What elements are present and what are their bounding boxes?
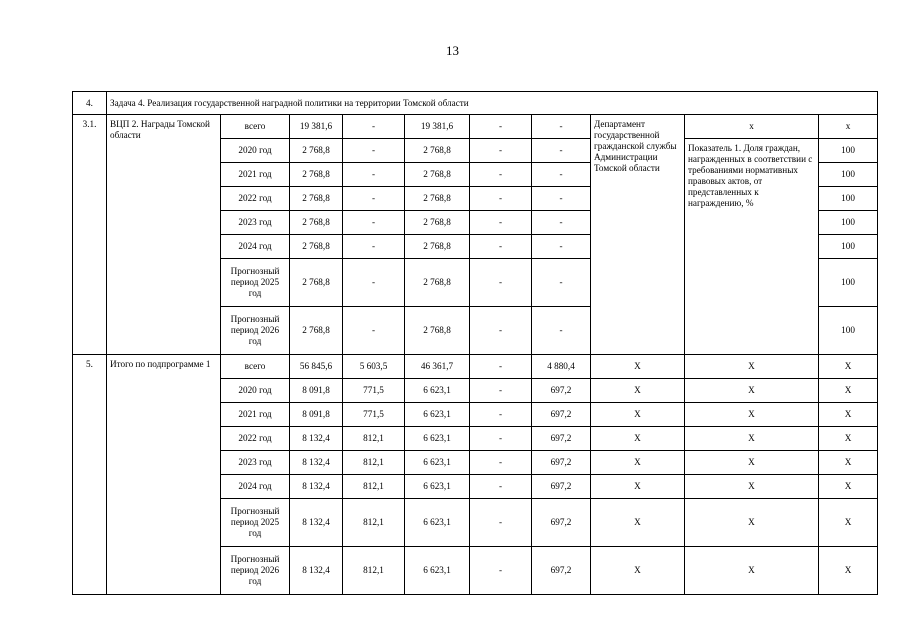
table-row [73, 115, 878, 139]
period-cell: 2022 год [221, 427, 290, 451]
other-sources-cell: - [532, 235, 591, 259]
regional-budget-cell: 2 768,8 [405, 187, 470, 211]
executor-cell: Х [591, 451, 685, 475]
program-name: ВЦП 2. Награды Томской области [107, 115, 221, 355]
other-sources-cell: - [532, 139, 591, 163]
federal-budget-cell: - [343, 139, 405, 163]
other-sources-cell: 697,2 [532, 499, 591, 547]
period-cell: Прогнозный период 2026 год [221, 547, 290, 595]
total-cell: 19 381,6 [290, 115, 343, 139]
indicator-cell: Х [685, 379, 819, 403]
regional-budget-cell: 6 623,1 [405, 475, 470, 499]
federal-budget-cell: 812,1 [343, 499, 405, 547]
regional-budget-cell: 6 623,1 [405, 547, 470, 595]
total-cell: 8 091,8 [290, 379, 343, 403]
executor-cell: Х [591, 427, 685, 451]
indicator-value: Х [819, 427, 878, 451]
federal-budget-cell: - [343, 235, 405, 259]
federal-budget-cell: 5 603,5 [343, 355, 405, 379]
period-cell: Прогнозный период 2025 год [221, 499, 290, 547]
federal-budget-cell: 812,1 [343, 451, 405, 475]
indicator-value: 100 [819, 235, 878, 259]
total-cell: 8 091,8 [290, 403, 343, 427]
total-cell: 56 845,6 [290, 355, 343, 379]
federal-budget-cell: - [343, 307, 405, 355]
total-cell: 2 768,8 [290, 235, 343, 259]
indicator-value: 100 [819, 139, 878, 163]
total-cell: 8 132,4 [290, 427, 343, 451]
executor-cell: Х [591, 499, 685, 547]
regional-budget-cell: 2 768,8 [405, 259, 470, 307]
indicator-cell: Х [685, 355, 819, 379]
total-cell: 2 768,8 [290, 211, 343, 235]
task-number: 4. [73, 92, 107, 115]
total-cell: 2 768,8 [290, 259, 343, 307]
local-budget-cell: - [470, 427, 532, 451]
local-budget-cell: - [470, 475, 532, 499]
federal-budget-cell: 771,5 [343, 379, 405, 403]
period-cell: 2024 год [221, 475, 290, 499]
indicator-cell: Х [685, 475, 819, 499]
other-sources-cell: 697,2 [532, 475, 591, 499]
indicator-value: 100 [819, 211, 878, 235]
regional-budget-cell: 6 623,1 [405, 451, 470, 475]
period-cell: 2021 год [221, 163, 290, 187]
total-cell: 2 768,8 [290, 163, 343, 187]
indicator-value: Х [819, 403, 878, 427]
regional-budget-cell: 2 768,8 [405, 235, 470, 259]
task-title: Задача 4. Реализация государственной наградной политики на территории Томской области [107, 92, 878, 115]
indicator-value: Х [819, 355, 878, 379]
other-sources-cell: - [532, 187, 591, 211]
period-cell: 2021 год [221, 403, 290, 427]
executor-cell: Х [591, 403, 685, 427]
indicator-value: Х [819, 379, 878, 403]
period-cell: Прогнозный период 2026 год [221, 307, 290, 355]
table-row [73, 355, 878, 379]
executor-cell: Х [591, 475, 685, 499]
other-sources-cell: - [532, 163, 591, 187]
total-cell: 2 768,8 [290, 187, 343, 211]
regional-budget-cell: 2 768,8 [405, 139, 470, 163]
executor-cell: Х [591, 379, 685, 403]
regional-budget-cell: 2 768,8 [405, 307, 470, 355]
indicator-value: Х [819, 475, 878, 499]
financing-table [72, 91, 878, 595]
federal-budget-cell: 812,1 [343, 547, 405, 595]
indicator-cell: Х [685, 427, 819, 451]
federal-budget-cell: - [343, 187, 405, 211]
period-cell: 2023 год [221, 451, 290, 475]
local-budget-cell: - [470, 451, 532, 475]
regional-budget-cell: 6 623,1 [405, 403, 470, 427]
federal-budget-cell: - [343, 115, 405, 139]
other-sources-cell: 697,2 [532, 427, 591, 451]
period-cell: 2022 год [221, 187, 290, 211]
other-sources-cell: 697,2 [532, 451, 591, 475]
total-cell: 8 132,4 [290, 499, 343, 547]
period-cell: Прогнозный период 2025 год [221, 259, 290, 307]
executor-cell: Департамент государственной гражданской службы Администрации Томской области [591, 115, 685, 355]
indicator-value: 100 [819, 163, 878, 187]
period-cell: всего [221, 355, 290, 379]
total-cell: 2 768,8 [290, 307, 343, 355]
other-sources-cell: - [532, 307, 591, 355]
regional-budget-cell: 6 623,1 [405, 427, 470, 451]
indicator-value: Х [819, 547, 878, 595]
local-budget-cell: - [470, 235, 532, 259]
indicator-cell: Показатель 1. Доля граждан, награжденных в соответствии с требованиями нормативных правовых актов, от представленных к награждению, % [685, 139, 819, 355]
other-sources-cell: - [532, 115, 591, 139]
indicator-value: 100 [819, 187, 878, 211]
total-cell: 2 768,8 [290, 139, 343, 163]
indicator-cell: Х [685, 403, 819, 427]
period-cell: 2020 год [221, 379, 290, 403]
federal-budget-cell: 812,1 [343, 475, 405, 499]
period-cell: 2020 год [221, 139, 290, 163]
local-budget-cell: - [470, 307, 532, 355]
local-budget-cell: - [470, 187, 532, 211]
other-sources-cell: - [532, 211, 591, 235]
local-budget-cell: - [470, 379, 532, 403]
other-sources-cell: 697,2 [532, 379, 591, 403]
regional-budget-cell: 2 768,8 [405, 211, 470, 235]
task-row [73, 92, 878, 115]
local-budget-cell: - [470, 547, 532, 595]
local-budget-cell: - [470, 403, 532, 427]
page-number: 13 [446, 43, 459, 58]
indicator-cell: Х [685, 499, 819, 547]
other-sources-cell: 697,2 [532, 547, 591, 595]
local-budget-cell: - [470, 355, 532, 379]
indicator-value: 100 [819, 259, 878, 307]
local-budget-cell: - [470, 115, 532, 139]
total-cell: 8 132,4 [290, 547, 343, 595]
total-cell: 8 132,4 [290, 475, 343, 499]
executor-cell: Х [591, 355, 685, 379]
regional-budget-cell: 19 381,6 [405, 115, 470, 139]
local-budget-cell: - [470, 163, 532, 187]
period-cell: 2024 год [221, 235, 290, 259]
local-budget-cell: - [470, 499, 532, 547]
program-name: Итого по подпрограмме 1 [107, 355, 221, 595]
local-budget-cell: - [470, 259, 532, 307]
row-number: 3.1. [73, 115, 107, 355]
local-budget-cell: - [470, 211, 532, 235]
indicator-cell: Х [685, 451, 819, 475]
federal-budget-cell: 812,1 [343, 427, 405, 451]
period-cell: 2023 год [221, 211, 290, 235]
federal-budget-cell: 771,5 [343, 403, 405, 427]
other-sources-cell: - [532, 259, 591, 307]
regional-budget-cell: 6 623,1 [405, 499, 470, 547]
other-sources-cell: 697,2 [532, 403, 591, 427]
federal-budget-cell: - [343, 211, 405, 235]
indicator-value-header: х [819, 115, 878, 139]
executor-cell: Х [591, 547, 685, 595]
local-budget-cell: - [470, 139, 532, 163]
indicator-value: Х [819, 499, 878, 547]
federal-budget-cell: - [343, 259, 405, 307]
regional-budget-cell: 46 361,7 [405, 355, 470, 379]
indicator-value: Х [819, 451, 878, 475]
indicator-cell: Х [685, 547, 819, 595]
indicator-header: х [685, 115, 819, 139]
table-body [73, 92, 878, 595]
other-sources-cell: 4 880,4 [532, 355, 591, 379]
row-number: 5. [73, 355, 107, 595]
indicator-value: 100 [819, 307, 878, 355]
total-cell: 8 132,4 [290, 451, 343, 475]
regional-budget-cell: 6 623,1 [405, 379, 470, 403]
federal-budget-cell: - [343, 163, 405, 187]
period-cell: всего [221, 115, 290, 139]
regional-budget-cell: 2 768,8 [405, 163, 470, 187]
